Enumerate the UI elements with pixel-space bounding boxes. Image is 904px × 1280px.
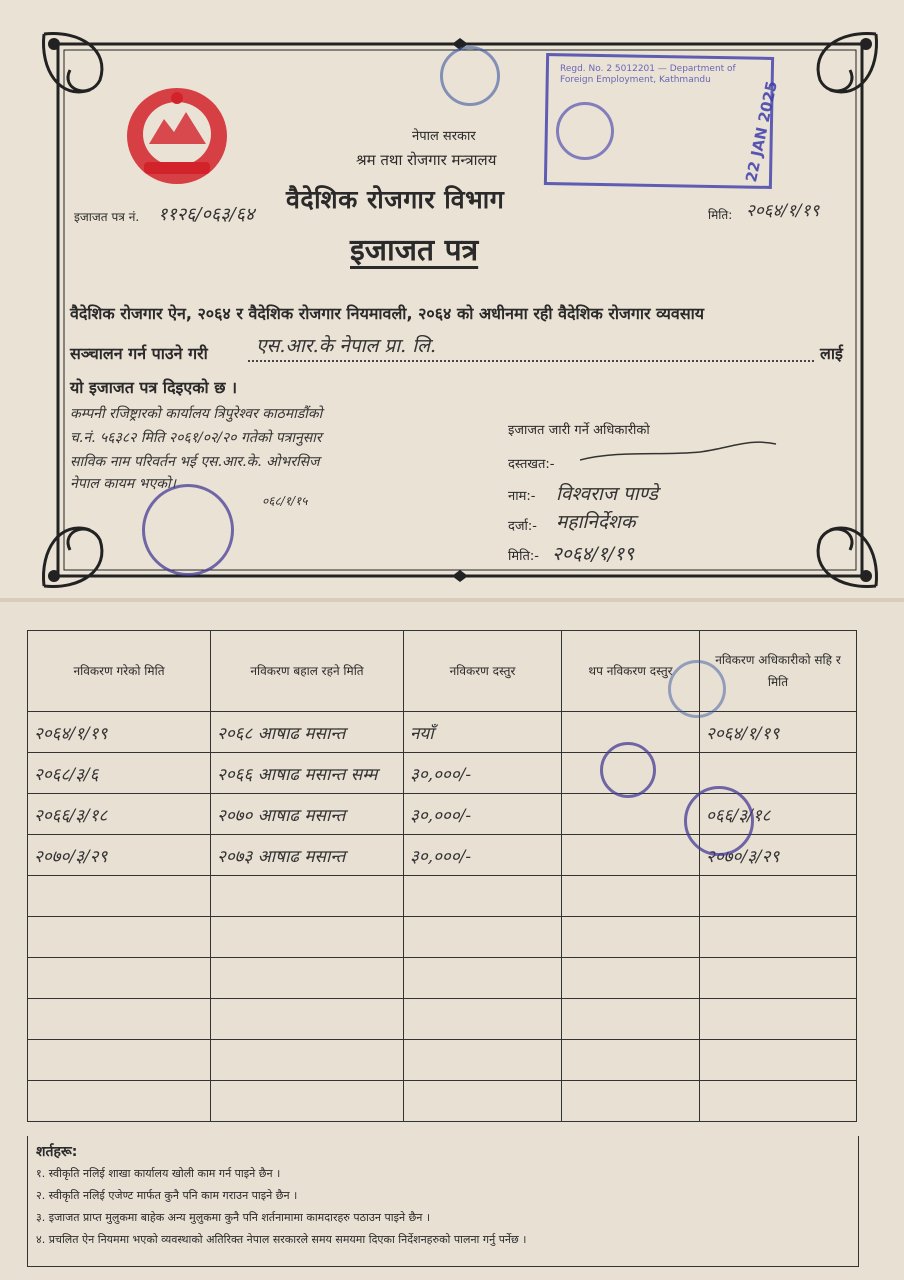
table-cell xyxy=(562,876,700,917)
officer-heading: इजाजत जारी गर्ने अधिकारीको xyxy=(508,423,650,438)
table-cell xyxy=(211,1081,404,1122)
handwritten-note-line: नेपाल कायम भएको। xyxy=(70,476,176,492)
table-cell xyxy=(562,835,700,876)
rank-label: दर्जा:- xyxy=(508,519,537,534)
renewal-table xyxy=(27,630,857,1122)
table-cell: २०६६/३/१८ xyxy=(28,794,211,835)
table-row xyxy=(28,999,857,1040)
dept-seal-stamp xyxy=(440,46,500,106)
body-line-1: वैदेशिक रोजगार ऐन, २०६४ र वैदेशिक रोजगार नियमावली, २०६४ को अधीनमा रही वैदेशिक रोजगार व्यवसाय xyxy=(70,304,705,323)
table-cell xyxy=(211,917,404,958)
table-cell xyxy=(28,999,211,1040)
table-cell xyxy=(562,917,700,958)
table-header-row xyxy=(28,631,857,712)
table-cell xyxy=(700,1040,857,1081)
condition-item: १. स्वीकृति नलिई शाखा कार्यालय खोली काम गर्न पाइने छैन । xyxy=(36,1167,281,1180)
table-cell xyxy=(28,1040,211,1081)
table-cell: २०६४/१/१९ xyxy=(28,712,211,753)
table-cell xyxy=(562,1040,700,1081)
table-cell xyxy=(562,1081,700,1122)
table-cell xyxy=(404,917,562,958)
company-dotted-line xyxy=(248,360,814,362)
handwritten-note-line: कम्पनी रजिष्ट्रारको कार्यालय त्रिपुरेश्वर काठमाडौंको xyxy=(70,406,323,422)
receipt-stamp-seal xyxy=(556,102,614,160)
officer-name: विश्वराज पाण्डे xyxy=(556,483,658,505)
table-cell xyxy=(28,958,211,999)
table-row xyxy=(28,1081,857,1122)
table-cell xyxy=(404,1081,562,1122)
table-cell xyxy=(211,876,404,917)
condition-item: ४. प्रचलित ऐन नियममा भएको व्यवस्थाको अतिरिक्त नेपाल सरकारले समय समयमा दिएका निर्देशनहरुको पालना गर्नु पर्नेछ । xyxy=(36,1233,527,1246)
officer-date-label: मिति:- xyxy=(508,549,539,564)
renewal-seal-stamp xyxy=(684,786,754,856)
government-name: नेपाल सरकार xyxy=(412,129,476,144)
table-cell xyxy=(211,958,404,999)
fold-line xyxy=(0,598,904,602)
table-header: नविकरण बहाल रहने मिति xyxy=(211,631,404,712)
company-name: एस.आर.के नेपाल प्रा. लि. xyxy=(256,335,437,357)
table-cell: ३०,०००/- xyxy=(404,753,562,794)
table-row xyxy=(28,958,857,999)
table-cell: ३०,०००/- xyxy=(404,794,562,835)
table-cell xyxy=(562,794,700,835)
table-cell xyxy=(28,917,211,958)
officer-date: २०६४/१/१९ xyxy=(552,543,634,565)
table-cell xyxy=(211,999,404,1040)
table-cell: नयाँ xyxy=(404,712,562,753)
permit-number-label: इजाजत पत्र नं. xyxy=(74,210,140,224)
officer-signature xyxy=(580,430,780,470)
table-row xyxy=(28,917,857,958)
condition-item: २. स्वीकृति नलिई एजेण्ट मार्फत कुनै पनि काम गराउन पाइने छैन । xyxy=(36,1189,298,1202)
table-cell: २०६८ आषाढ मसान्त xyxy=(211,712,404,753)
table-cell: २०६६ आषाढ मसान्त सम्म xyxy=(211,753,404,794)
table-cell xyxy=(404,1040,562,1081)
table-cell xyxy=(700,958,857,999)
ministry-name: श्रम तथा रोजगार मन्त्रालय xyxy=(356,151,497,169)
table-header: नविकरण दस्तुर xyxy=(404,631,562,712)
signature-label: दस्तखत:- xyxy=(508,457,555,472)
table-cell xyxy=(404,876,562,917)
table-cell xyxy=(28,876,211,917)
table-row xyxy=(28,1040,857,1081)
condition-item: ३. इजाजत प्राप्त मुलुकमा बाहेक अन्य मुलुकमा कुनै पनि शर्तनामामा कामदारहरु पठाउन पाइने छैन । xyxy=(36,1211,431,1224)
table-cell: ०६६/३/१८ xyxy=(700,794,857,835)
permit-date-label: मिति: xyxy=(708,208,733,222)
table-row xyxy=(28,876,857,917)
table-cell xyxy=(562,999,700,1040)
table-cell: २०६४/१/१९ xyxy=(700,712,857,753)
receipt-stamp-text: Regd. No. 2 5012201 — Department of Foreign Employment, Kathmandu xyxy=(560,64,736,85)
table-cell xyxy=(562,958,700,999)
permit-date: २०६४/१/१९ xyxy=(746,201,820,221)
table-cell: २०७०/३/२९ xyxy=(28,835,211,876)
renewal-seal-stamp xyxy=(668,660,726,718)
table-row xyxy=(28,753,857,794)
body-line-3: यो इजाजत पत्र दिइएको छ । xyxy=(70,378,238,397)
nepal-emblem-icon xyxy=(124,84,230,188)
table-cell: २०७३ आषाढ मसान्त xyxy=(211,835,404,876)
table-cell: २०६८/३/६ xyxy=(28,753,211,794)
handwritten-note-line: च.नं. ५६३८२ मिति २०६१/०२/२० गतेको पत्रानुसार xyxy=(70,430,322,446)
receipt-stamp-date: 22 JAN 2025 xyxy=(742,79,781,184)
conditions-title: शर्तहरू: xyxy=(36,1144,78,1160)
table-header: थप नविकरण दस्तुर xyxy=(562,631,700,712)
handwritten-note-line: साविक नाम परिवर्तन भई एस.आर.के. ओभरसिज xyxy=(70,454,320,470)
table-cell xyxy=(404,999,562,1040)
table-cell: २०७०/३/२९ xyxy=(700,835,857,876)
renewal-seal-stamp xyxy=(600,742,656,798)
department-name: वैदेशिक रोजगार विभाग xyxy=(286,185,505,214)
table-header: नविकरण अधिकारीको सहि र मिति xyxy=(700,631,857,712)
table-cell: ३०,०००/- xyxy=(404,835,562,876)
table-cell xyxy=(404,958,562,999)
body-line-2-suffix: लाई xyxy=(820,344,843,363)
note-sign-date: ०६८/१/१५ xyxy=(262,494,308,508)
table-cell xyxy=(700,876,857,917)
table-cell: २०७० आषाढ मसान्त xyxy=(211,794,404,835)
document-title: इजाजत पत्र xyxy=(350,233,479,268)
table-cell xyxy=(211,1040,404,1081)
table-cell xyxy=(700,917,857,958)
body-line-2-prefix: सञ्चालन गर्न पाउने गरी xyxy=(70,344,208,363)
branch-seal-stamp xyxy=(142,484,234,576)
table-row xyxy=(28,712,857,753)
table-cell xyxy=(700,1081,857,1122)
table-header: नविकरण गरेको मिति xyxy=(28,631,211,712)
name-label: नाम:- xyxy=(508,489,536,504)
table-cell xyxy=(700,999,857,1040)
permit-number: ११२६/०६३/६४ xyxy=(158,204,255,225)
table-cell xyxy=(28,1081,211,1122)
officer-rank: महानिर्देशक xyxy=(556,511,636,533)
